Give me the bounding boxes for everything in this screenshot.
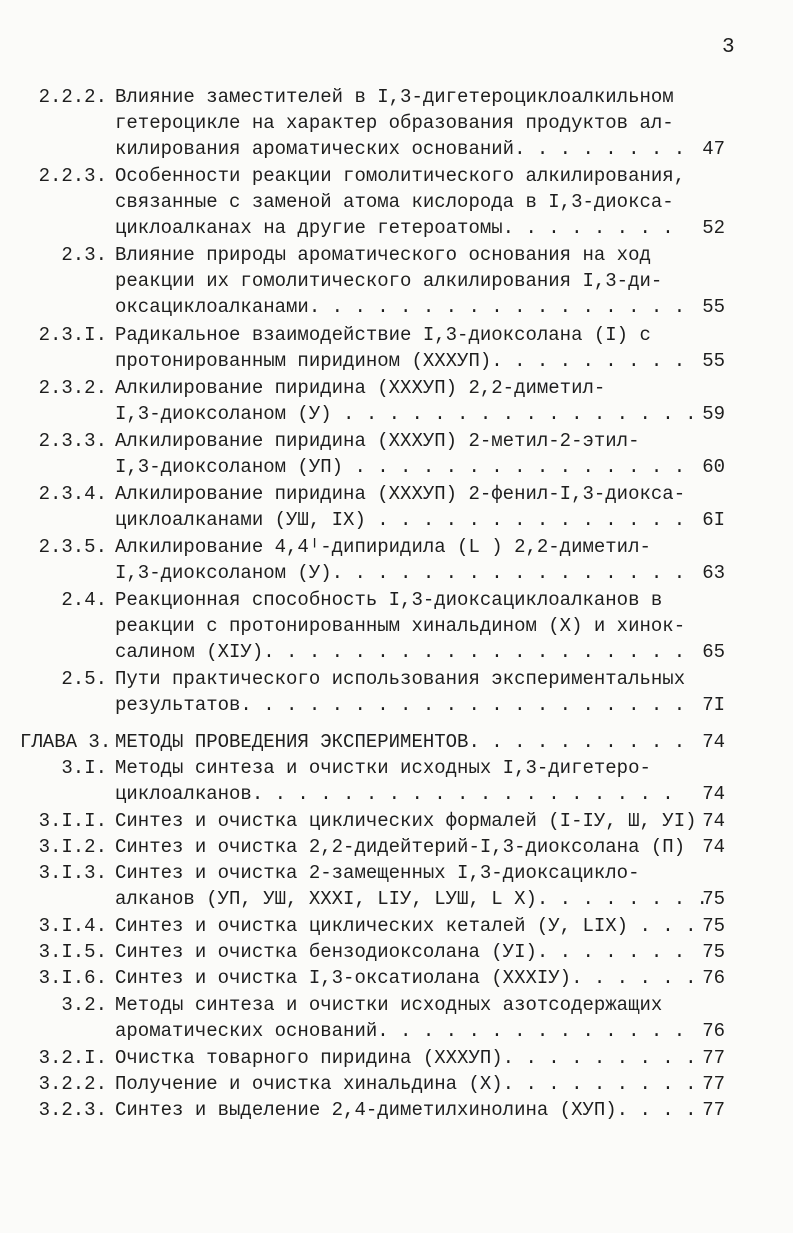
- toc-entry-title-line: Пути практического использования экспериментальных: [115, 668, 686, 690]
- toc-entry-page: 6I: [702, 509, 725, 531]
- toc-entry-page: 75: [702, 941, 725, 963]
- toc-entry-number: 2.2.3.: [38, 165, 107, 187]
- toc-entry-number: 3.I.3.: [38, 862, 107, 884]
- toc-entry-number: 3.2.I.: [38, 1047, 107, 1069]
- toc-entry: [0, 1097, 793, 1123]
- toc-entry-title-line: Синтез и очистка 2,2-дидейтерий-I,3-диоксолана (П): [115, 836, 686, 858]
- toc-entry-page: 7I: [702, 694, 725, 716]
- toc-entry-title-line: циклоалканов. . . . . . . . . . . . . . . . . . .: [115, 783, 674, 805]
- toc-entry: [0, 587, 793, 665]
- toc-entry-number: ГЛАВА 3.: [20, 731, 112, 753]
- toc-entry-title-line: Очистка товарного пиридина (ХХХУП). . . . . . . . .: [115, 1047, 697, 1069]
- toc-entry-title-line: реакции их гомолитического алкилирования I,3-ди-: [115, 270, 663, 292]
- toc-entry-page: 74: [702, 810, 725, 832]
- toc-entry-number: 2.3.4.: [38, 483, 107, 505]
- toc-entry: [0, 1045, 793, 1071]
- toc-entry-title-line: ароматических оснований. . . . . . . . . . . . . .: [115, 1020, 686, 1042]
- toc-entry-page: 77: [702, 1073, 725, 1095]
- toc-entry: [0, 534, 793, 586]
- toc-entry-title-line: Получение и очистка хинальдина (Х). . . . . . . . .: [115, 1073, 697, 1095]
- toc-entry-title-line: Синтез и очистка I,3-оксатиолана (ХХХIУ). . . . . .: [115, 967, 697, 989]
- toc-entry-page: 75: [702, 915, 725, 937]
- toc-entry-number: 2.4.: [61, 589, 107, 611]
- toc-entry-title-line: циклоалканами (УШ, IX) . . . . . . . . . . . . . .: [115, 509, 686, 531]
- toc-entry-title-line: МЕТОДЫ ПРОВЕДЕНИЯ ЭКСПЕРИМЕНТОВ. . . . . . . . . .: [115, 731, 686, 753]
- toc-entry-title-line: I,3-диоксоланом (УП) . . . . . . . . . . . . . . .: [115, 456, 686, 478]
- toc-entry-title-line: Синтез и выделение 2,4-диметилхинолина (ХУП). . . .: [115, 1099, 697, 1121]
- toc-entry: [0, 913, 793, 939]
- toc-entry-title-line: Алкилирование пиридина (ХХХУП) 2,2-диметил-: [115, 377, 606, 399]
- toc-entry-number: 3.I.5.: [38, 941, 107, 963]
- toc-entry-number: 3.2.2.: [38, 1073, 107, 1095]
- toc-entry-title-line: Синтез и очистка бензодиоксолана (УI). . . . . . .: [115, 941, 686, 963]
- toc-entry-title-line: Влияние природы ароматического основания на ход: [115, 244, 651, 266]
- toc-entry-number: 3.I.2.: [38, 836, 107, 858]
- toc-entry: [0, 755, 793, 807]
- toc-entry-title-line: Синтез и очистка циклических формалей (I-IУ, Ш, УI): [115, 810, 697, 832]
- toc-entry-title-line: алканов (УП, УШ, ХХХI, LIУ, LУШ, L X). . . . . . . .: [115, 888, 708, 910]
- toc-entry-title-line: Реакционная способность I,3-диоксациклоалканов в: [115, 589, 663, 611]
- toc-entry-title-line: протонированным пиридином (ХХХУП). . . . . . . . .: [115, 350, 686, 372]
- page-number: 3: [722, 36, 735, 59]
- toc-entry-number: 3.I.I.: [38, 810, 107, 832]
- toc-entry-page: 59: [702, 403, 725, 425]
- toc-entry-title-line: Алкилирование пиридина (ХХХУП) 2-метил-2-этил-: [115, 430, 640, 452]
- toc-entry-page: 60: [702, 456, 725, 478]
- toc-entry-title-line: килирования ароматических оснований. . . . . . . .: [115, 138, 686, 160]
- toc-entry-number: 2.3.5.: [38, 536, 107, 558]
- toc-entry-title-line: реакции с протонированным хинальдином (Х) и хинок-: [115, 615, 686, 637]
- toc-entry-title-line: I,3-диоксоланом (У). . . . . . . . . . . . . . . .: [115, 562, 686, 584]
- toc-entry: [0, 242, 793, 320]
- toc-entry-number: 3.I.: [61, 757, 107, 779]
- toc-entry: [0, 992, 793, 1044]
- toc-entry: [0, 1071, 793, 1097]
- toc-entry-number: 3.2.: [61, 994, 107, 1016]
- toc-entry-title-line: Радикальное взаимодействие I,3-диоксолана (I) с: [115, 324, 651, 346]
- toc-entry-title-line: гетероцикле на характер образования продуктов ал-: [115, 112, 674, 134]
- toc-entry: [0, 939, 793, 965]
- toc-entry: [0, 84, 793, 162]
- toc-entry-page: 63: [702, 562, 725, 584]
- toc-entry: [0, 428, 793, 480]
- toc-entry-page: 52: [702, 217, 725, 239]
- toc-entry: [0, 729, 793, 755]
- toc-entry-title-line: результатов. . . . . . . . . . . . . . . . . . . .: [115, 694, 686, 716]
- toc-entry-number: 2.3.2.: [38, 377, 107, 399]
- toc-entry-number: 3.I.4.: [38, 915, 107, 937]
- toc-entry: [0, 666, 793, 718]
- toc-entry-number: 3.I.6.: [38, 967, 107, 989]
- toc-entry-title-line: циклоалканах на другие гетероатомы. . . . . . . .: [115, 217, 674, 239]
- toc-entry-title-line: Методы синтеза и очистки исходных I,3-дигетеро-: [115, 757, 651, 779]
- toc-entry-page: 47: [702, 138, 725, 160]
- toc-entry-page: 65: [702, 641, 725, 663]
- toc-entry-page: 55: [702, 296, 725, 318]
- toc-entry-page: 55: [702, 350, 725, 372]
- toc-entry: [0, 163, 793, 241]
- toc-entry-page: 74: [702, 783, 725, 805]
- toc-entry-title-line: салином (ХIУ). . . . . . . . . . . . . . . . . . .: [115, 641, 686, 663]
- toc-entry-number: 2.5.: [61, 668, 107, 690]
- toc-entry-title-line: Синтез и очистка циклических кеталей (У, LIX) . . .: [115, 915, 697, 937]
- toc-entry-title-line: I,3-диоксоланом (У) . . . . . . . . . . . . . . . .: [115, 403, 697, 425]
- toc-entry-page: 76: [702, 1020, 725, 1042]
- toc-entry: [0, 322, 793, 374]
- toc-entry-page: 77: [702, 1047, 725, 1069]
- toc-entry: [0, 375, 793, 427]
- toc-entry: [0, 808, 793, 834]
- toc-entry: [0, 965, 793, 991]
- toc-entry-number: 2.2.2.: [38, 86, 107, 108]
- toc-entry: [0, 834, 793, 860]
- toc-entry-title-line: Особенности реакции гомолитического алкилирования,: [115, 165, 686, 187]
- toc-entry-title-line: Алкилирование 4,4ᴵ-дипиридила (L ) 2,2-диметил-: [115, 536, 651, 558]
- toc-entry-page: 75: [702, 888, 725, 910]
- toc-entry-number: 2.3.: [61, 244, 107, 266]
- toc-entry-page: 77: [702, 1099, 725, 1121]
- toc-entry-title-line: связанные с заменой атома кислорода в I,3-диокса-: [115, 191, 674, 213]
- toc-entry-title-line: Синтез и очистка 2-замещенных I,3-диоксацикло-: [115, 862, 640, 884]
- toc-entry-title-line: Алкилирование пиридина (ХХХУП) 2-фенил-I,3-диокса-: [115, 483, 686, 505]
- toc-entry-title-line: оксациклоалканами. . . . . . . . . . . . . . . . .: [115, 296, 686, 318]
- toc-entry-page: 74: [702, 731, 725, 753]
- toc-entry-page: 76: [702, 967, 725, 989]
- toc-entry-title-line: Методы синтеза и очистки исходных азотсодержащих: [115, 994, 663, 1016]
- toc-entry: [0, 860, 793, 912]
- toc-entry: [0, 481, 793, 533]
- toc-entry-page: 74: [702, 836, 725, 858]
- toc-entry-title-line: Влияние заместителей в I,3-дигетероциклоалкильном: [115, 86, 674, 108]
- toc-entry-number: 2.3.I.: [38, 324, 107, 346]
- toc-entry-number: 3.2.3.: [38, 1099, 107, 1121]
- toc-entry-number: 2.3.3.: [38, 430, 107, 452]
